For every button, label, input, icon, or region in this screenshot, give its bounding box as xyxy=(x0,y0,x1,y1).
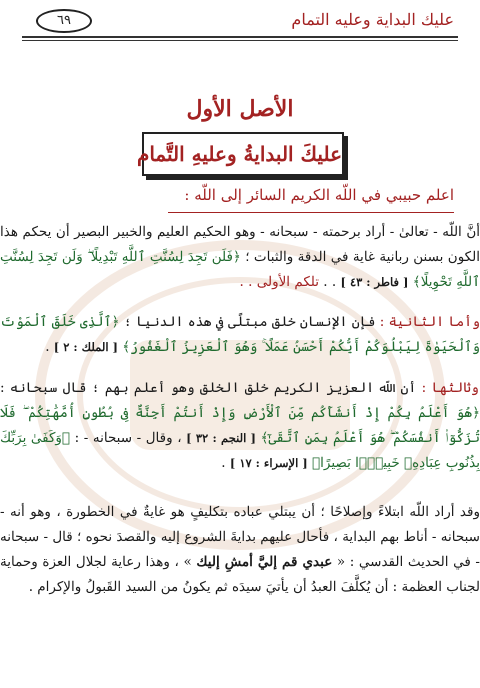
paragraph-text: وقد أراد اللّه ابتلاءً وإصلاحًا ؛ أن يبتلي عباده بتكليفٍ هو غايةٌ في الخطورة ، وهو أنه - سبحانه - أناط بهم البداية ، فأحال عليهم بدايةَ الشروع إليه والقصدَ نحوه ؛ قال - سبحانه - في الحديث القدسي : « xyxy=(0,504,480,570)
paragraph-lead: وأما الثانية : xyxy=(379,314,480,330)
chapter-label: الأصل الأول xyxy=(186,96,294,122)
verse-reference: [ فاطر : ٤٣ ] xyxy=(340,275,409,289)
paragraph-tail: . . xyxy=(319,274,337,290)
verse-reference: [ النجم : ٣٢ ] xyxy=(186,431,256,445)
page-number: ٦٩ xyxy=(36,9,92,33)
paragraph-4 xyxy=(0,500,480,600)
paragraph-text-2: » ، وهذا رعاية لجلال العزة وحماية لجناب العظمة : أن يُكلَّفَ العبدُ أن يأتيَ سيدَه ثم يكونُ من السيد القَبولُ والإكرام . xyxy=(0,554,480,595)
paragraph-tail-colored: تلكم الأولى . . xyxy=(239,274,320,290)
paragraph-1 xyxy=(0,220,480,295)
intro-underline xyxy=(168,212,454,213)
verse-reference: [ الملك : ٢ ] xyxy=(53,340,118,354)
quran-verse-2: ﴿وَكَفَىٰ بِرَبِّكَ بِذُنُوبِ عِبَادِهِۦ خَبِيرًۢا بَصِيرًا﴾ xyxy=(0,430,480,471)
header-rule-thin xyxy=(22,40,458,41)
paragraph-text: أنَّ اللّه - تعالىٰ - أراد برحمته - سبحانه - وهو الحكيم العليم والخبير البصير أن يحكم هذا الكون بسنن ربانية غاية في الدقة والثبات ؛ xyxy=(0,224,480,265)
running-header xyxy=(22,6,458,36)
paragraph-lead: وثالثها : xyxy=(421,380,479,396)
paragraph-text-2: ، وقال - سبحانه - : xyxy=(70,430,182,446)
paragraph-2 xyxy=(0,310,480,360)
paragraph-text: أن اللّه العزيز الكريم خلق الخلق وهو أعلم بهم ؛ قال سبحانه : xyxy=(0,380,417,396)
quran-verse: ﴿فَلَن تَجِدَ لِسُنَّتِ ٱللَّهِ تَبْدِيلًا ۖ وَلَن تَجِدَ لِسُنَّتِ ٱللَّهِ تَحْوِيلًا﴾ xyxy=(0,249,480,290)
paragraph-tail: . xyxy=(221,455,226,471)
paragraph-text: فإن الإنسان خلق مبتلًى في هذه الدنيا ؛ xyxy=(119,314,376,330)
quran-verse: ﴿هُوَ أَعْلَمُ بِكُمْ إِذْ أَنشَأَكُم مِّنَ ٱلْأَرْضِ وَإِذْ أَنتُمْ أَجِنَّةٌ فِى بُطُونِ أُمَّهَٰتِكُمْ ۖ فَلَا تُزَكُّوٓا۟ أَنفُسَكُمْ ۖ هُوَ أَعْلَمُ بِمَنِ ٱتَّقَىٰٓ﴾ xyxy=(0,405,480,446)
chapter-title: عليكَ البدايةُ وعليهِ التَّمام xyxy=(136,142,342,166)
running-title: عليك البداية وعليه التمام xyxy=(291,10,454,29)
paragraph-3 xyxy=(0,376,480,476)
verse-reference-2: [ الإسراء : ١٧ ] xyxy=(229,456,308,470)
hadith-quote: عبدي قم إليَّ أمشِ إليك xyxy=(196,554,333,570)
quran-verse: ﴿ٱلَّذِى خَلَقَ ٱلْمَوْتَ وَٱلْحَيَوٰةَ لِيَبْلُوَكُمْ أَيُّكُمْ أَحْسَنُ عَمَلًا ۚ وَهُوَ ٱلْعَزِيزُ ٱلْغَفُورُ﴾ xyxy=(0,314,480,355)
header-rule xyxy=(22,36,458,38)
intro-line: اعلم حبيبي في اللّه الكريم السائر إلى اللّه : xyxy=(184,186,454,204)
paragraph-tail: . xyxy=(45,339,50,355)
chapter-title-box xyxy=(136,132,344,176)
